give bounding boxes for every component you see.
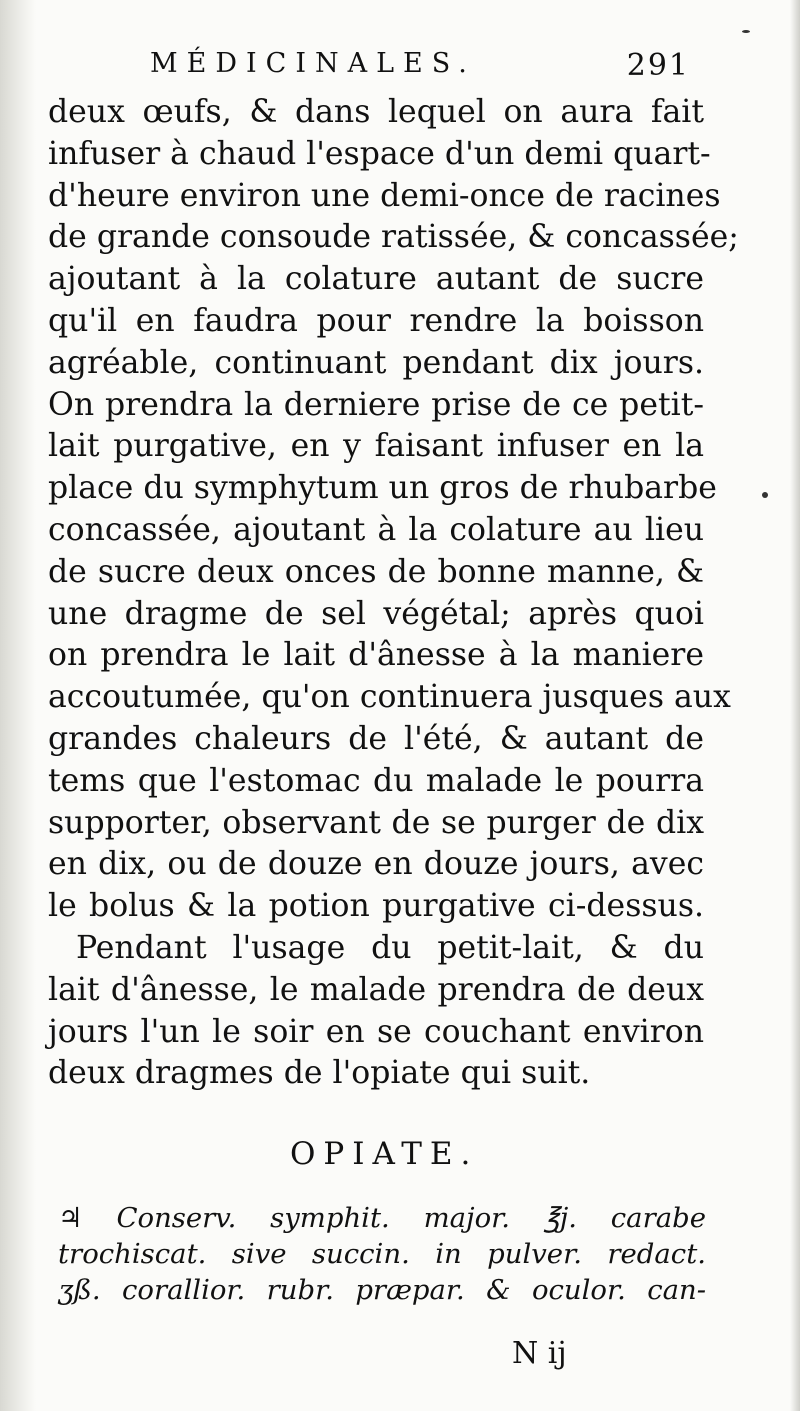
recipe-line: trochiscat. sive succin. in pulver. redact. (58, 1238, 706, 1270)
ink-speck (762, 492, 768, 498)
text-line: supporter, observant de se purger de dix (48, 804, 704, 841)
running-head-title: MÉDICINALES. (150, 48, 476, 79)
text-line: accoutumée, qu'on continuera jusques aux (48, 679, 731, 716)
text-line: Pendant l'usage du petit-lait, & du (76, 929, 704, 966)
page-number: 291 (626, 48, 690, 83)
running-head (150, 48, 690, 88)
text-line: concassée, ajoutant à la colature au lieu (48, 511, 704, 548)
text-line: en dix, ou de douze en douze jours, avec (48, 846, 704, 883)
recipe-line: ♃ Conserv. symphit. major. ℥j. carabe (58, 1202, 706, 1234)
text-line: place du symphytum un gros de rhubarbe (48, 470, 717, 507)
section-heading: OPIATE. (290, 1136, 479, 1172)
text-line: grandes chaleurs de l'été, & autant de (48, 720, 704, 757)
text-line: une dragme de sel végétal; après quoi (48, 595, 704, 632)
body-text (48, 92, 739, 1095)
text-line: infuser à chaud l'espace d'un demi quart- (48, 135, 711, 172)
recipe-block (58, 1200, 706, 1308)
text-line: le bolus & la potion purgative ci-dessus. (48, 888, 704, 925)
signature-mark: N ij (512, 1336, 567, 1371)
text-line: jours l'un le soir en se couchant environ (48, 1013, 704, 1050)
text-line: tems que l'estomac du malade le pourra (48, 762, 704, 799)
text-line: d'heure environ une demi-once de racines (48, 177, 721, 214)
text-line: agréable, continuant pendant dix jours. (48, 344, 704, 381)
page-edge-shadow (790, 0, 800, 1411)
text-line: qu'il en faudra pour rendre la boisson (48, 302, 704, 339)
text-line: de sucre deux onces de bonne manne, & (48, 553, 704, 590)
text-line: on prendra le lait d'ânesse à la maniere (48, 637, 704, 674)
text-line: de grande consoude ratissée, & concassée; (48, 219, 739, 256)
text-line: deux dragmes de l'opiate qui suit. (48, 1055, 591, 1092)
gutter-shadow (0, 0, 36, 1411)
text-line: deux œufs, & dans lequel on aura fait (48, 94, 704, 130)
text-line: On prendra la derniere prise de ce petit- (48, 386, 704, 423)
text-line: ajoutant à la colature autant de sucre (48, 261, 704, 298)
text-line: lait d'ânesse, le malade prendra de deux (48, 971, 704, 1008)
ink-speck (742, 30, 750, 33)
recipe-line: ʒß. corallior. rubr. præpar. & oculor. can- (58, 1274, 706, 1306)
text-line: lait purgative, en y faisant infuser en la (48, 428, 704, 465)
